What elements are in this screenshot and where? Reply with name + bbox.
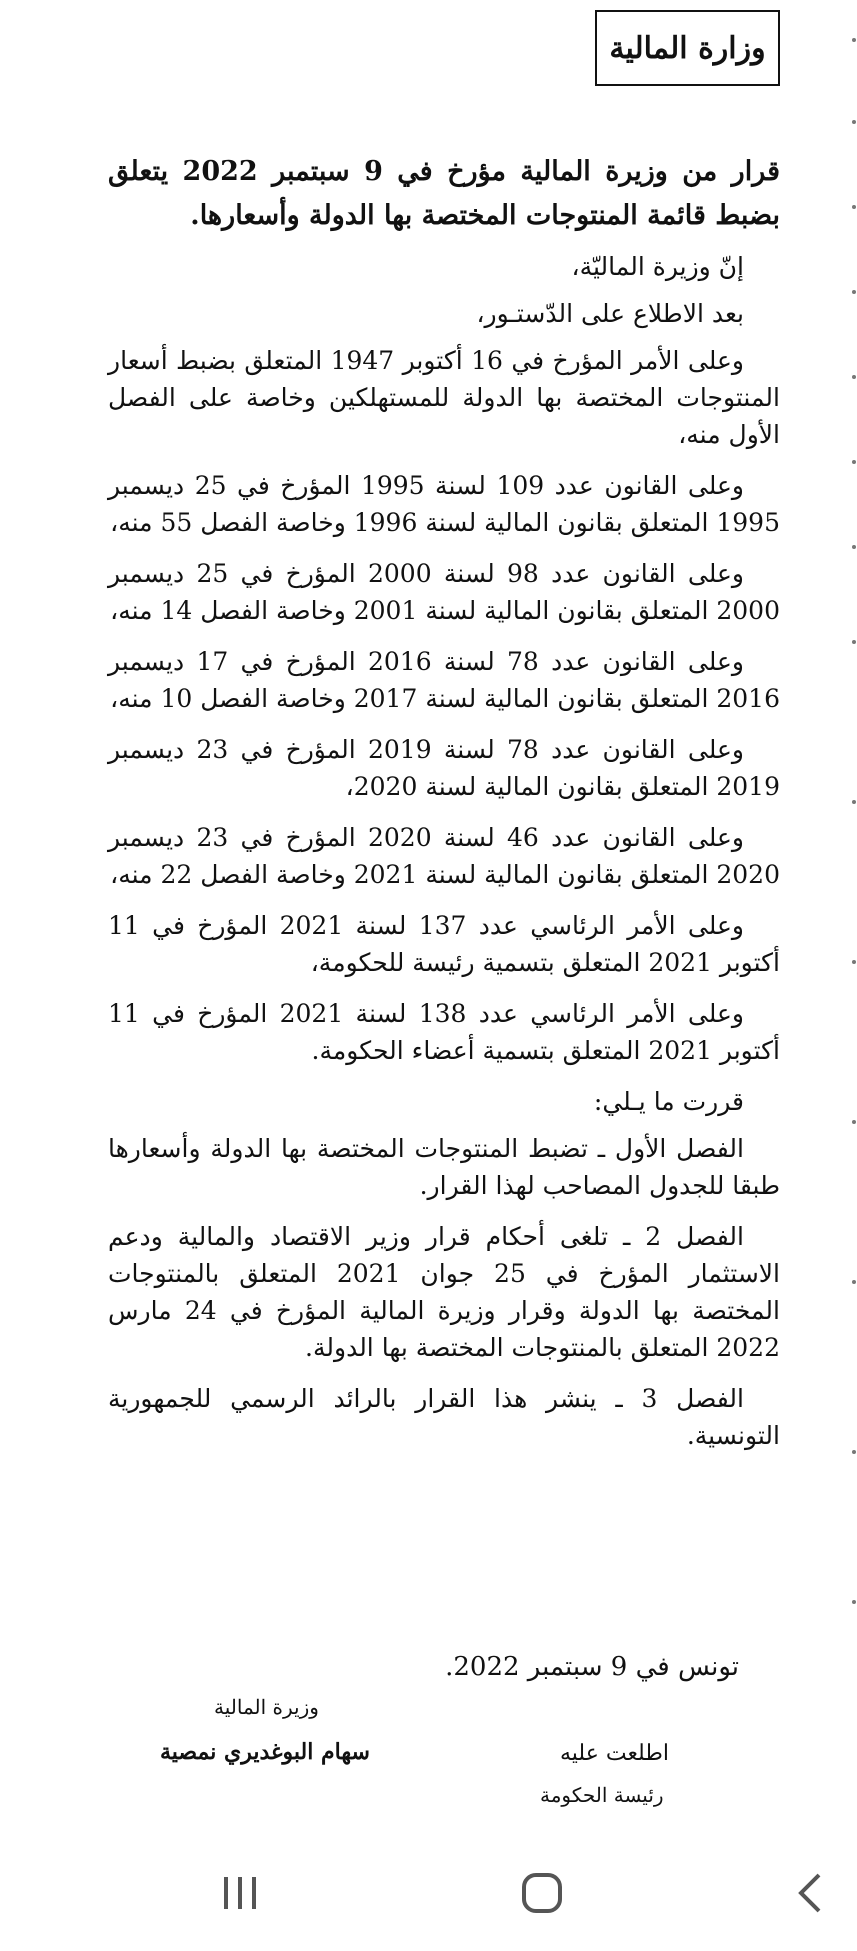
paragraph-citation: وعلى الأمر الرئاسي عدد 138 لسنة 2021 المؤرخ في 11 أكتوبر 2021 المتعلق بتسمية أعضاء الحكومة.	[108, 999, 780, 1065]
paragraph-article-2: الفصل 2 ـ تلغى أحكام قرار وزير الاقتصاد والمالية ودعم الاستثمار المؤرخ في 25 جوان 2021 المتعلق بالمنتوجات المختصة بها الدولة وقرار وزيرة المالية المؤرخ في 24 مارس 2022 المتعلق بالمنتوجات المختصة بها الدولة.	[108, 1222, 780, 1362]
ministry-header-label: وزارة المالية	[609, 30, 766, 66]
home-icon	[520, 1871, 564, 1915]
edge-dot	[852, 1600, 856, 1604]
signature-minister-name: سهام البوغديري نمصية	[160, 1739, 370, 1765]
decree-title: قرار من وزيرة المالية مؤرخ في 9 سبتمبر 2022 يتعلق بضبط قائمة المنتوجات المختصة بها الدولة وأسعارها.	[108, 156, 780, 231]
paragraph-citation: وعلى الأمر الرئاسي عدد 137 لسنة 2021 المؤرخ في 11 أكتوبر 2021 المتعلق بتسمية رئيسة للحكومة،	[108, 911, 780, 977]
edge-dot	[852, 290, 856, 294]
paragraph-article-3: الفصل 3 ـ ينشر هذا القرار بالرائد الرسمي للجمهورية التونسية.	[108, 1384, 780, 1450]
paragraph-citation: وعلى القانون عدد 78 لسنة 2016 المؤرخ في 17 ديسمبر 2016 المتعلق بقانون المالية لسنة 2017 وخاصة الفصل 10 منه،	[108, 647, 780, 713]
home-button[interactable]	[482, 1835, 602, 1951]
edge-dot	[852, 545, 856, 549]
edge-dot	[852, 460, 856, 464]
back-chevron-icon	[793, 1871, 827, 1915]
edge-dot	[852, 800, 856, 804]
paragraph-decided: قررت ما يـلي:	[593, 1087, 744, 1116]
edge-dot	[852, 205, 856, 209]
edge-dot	[852, 120, 856, 124]
signature-seen-label: اطلعت عليه	[560, 1741, 669, 1766]
edge-dot	[852, 38, 856, 42]
recent-apps-button[interactable]	[180, 1835, 300, 1951]
edge-dot	[852, 1280, 856, 1284]
system-navigation-bar	[0, 1835, 857, 1951]
edge-dot	[852, 640, 856, 644]
ministry-header-box	[595, 10, 780, 86]
paragraph-article-1: الفصل الأول ـ تضبط المنتوجات المختصة بها الدولة وأسعارها طبقا للجدول المصاحب لهذا القرار.	[108, 1134, 780, 1200]
signature-ministry-label: وزيرة المالية	[214, 1695, 319, 1719]
paragraph-citation: وعلى القانون عدد 109 لسنة 1995 المؤرخ في 25 ديسمبر 1995 المتعلق بقانون المالية لسنة 1996 وخاصة الفصل 55 منه،	[108, 471, 780, 537]
paragraph-preamble: إنّ وزيرة الماليّة،	[571, 252, 744, 281]
edge-dot	[852, 1120, 856, 1124]
paragraph-citation: وعلى الأمر المؤرخ في 16 أكتوبر 1947 المتعلق بضبط أسعار المنتوجات المختصة بها الدولة للمستهلكين وخاصة على الفصل الأول منه،	[108, 346, 780, 449]
page-edge-marks	[845, 0, 857, 1951]
paragraph-citation: وعلى القانون عدد 46 لسنة 2020 المؤرخ في 23 ديسمبر 2020 المتعلق بقانون المالية لسنة 2021 وخاصة الفصل 22 منه،	[108, 823, 780, 889]
signature-pm-label: رئيسة الحكومة	[540, 1783, 664, 1807]
back-button[interactable]	[770, 1835, 850, 1951]
paragraph-citation: وعلى القانون عدد 98 لسنة 2000 المؤرخ في 25 ديسمبر 2000 المتعلق بقانون المالية لسنة 2001 وخاصة الفصل 14 منه،	[108, 559, 780, 625]
edge-dot	[852, 960, 856, 964]
edge-dot	[852, 1450, 856, 1454]
paragraph-constitution: بعد الاطلاع على الدّستـور،	[476, 299, 744, 328]
decree-body	[108, 248, 780, 1468]
dateline: تونس في 9 سبتمبر 2022.	[445, 1652, 739, 1682]
paragraph-citation: وعلى القانون عدد 78 لسنة 2019 المؤرخ في 23 ديسمبر 2019 المتعلق بقانون المالية لسنة 2020،	[108, 735, 780, 801]
edge-dot	[852, 375, 856, 379]
recent-apps-icon	[218, 1871, 262, 1915]
